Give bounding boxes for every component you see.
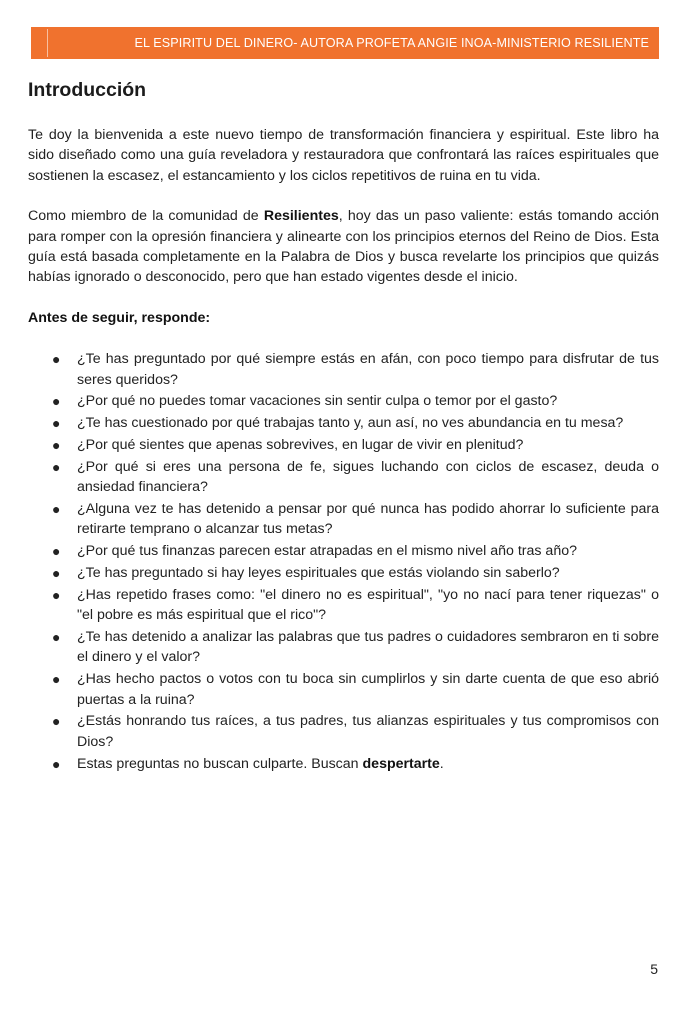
questions-list (28, 349, 659, 774)
question-text: ¿Has repetido frases como: "el dinero no es espiritual", "yo no nací para tener riquezas" o "el pobre es más espiritual que el rico"? (77, 586, 659, 624)
question-text: ¿Te has cuestionado por qué trabajas tanto y, aun así, no ves abundancia en tu mesa? (77, 415, 624, 432)
question-item (28, 391, 659, 411)
question-item (28, 541, 659, 561)
question-item (28, 627, 659, 668)
question-item (28, 499, 659, 540)
question-text: ¿Por qué no puedes tomar vacaciones sin sentir culpa o temor por el gasto? (77, 393, 558, 410)
bullet-icon: ● (52, 629, 61, 646)
question-text: ¿Por qué sientes que apenas sobrevives, en lugar de vivir en plenitud? (77, 437, 524, 454)
bullet-icon: ● (52, 671, 61, 688)
question-item (28, 435, 659, 455)
running-header-title: EL ESPIRITU DEL DINERO- AUTORA PROFETA ANGIE INOA-MINISTERIO RESILIENTE (134, 36, 649, 50)
page-body (28, 125, 659, 775)
paragraph-2-text-after: , hoy das un paso valiente: estás tomando acción para romper con la opresión financiera y alinearte con los principios eternos del Reino de Dios. Esta guía está basada completamente en la Palabra de Dios y busca revelarte los principios que quizás habías ignorado o desconocido, pero que han estado vigentes desde el inicio. (28, 208, 659, 286)
question-text: ¿Te has preguntado si hay leyes espirituales que estás violando sin saberlo? (77, 565, 560, 582)
question-item (28, 563, 659, 583)
question-item (28, 711, 659, 752)
question-text: ¿Alguna vez te has detenido a pensar por qué nunca has podido ahorrar lo suficiente para retirarte temprano o alcanzar tus metas? (77, 501, 659, 538)
question-item (28, 669, 659, 710)
intro-paragraph-2 (28, 206, 659, 288)
closing-text-after: . (439, 755, 444, 772)
page-number: 5 (650, 961, 658, 977)
question-item (28, 413, 659, 433)
bullet-icon: ● (52, 755, 61, 772)
bullet-icon: ● (52, 458, 61, 475)
question-item (28, 457, 659, 498)
intro-paragraph-1: Te doy la bienvenida a este nuevo tiempo de transformación financiera y espiritual. Este libro ha sido diseñado como una guía reveladora y restauradora que confrontará las raíces espirituales que sostienen la escasez, el estancamiento y los ciclos repetitivos de ruina en tu vida. (28, 127, 659, 184)
closing-bold-word: despertarte (362, 755, 440, 772)
bullet-icon: ● (52, 437, 61, 454)
question-text: ¿Te has preguntado por qué siempre estás en afán, con poco tiempo para disfrutar de tus seres queridos? (77, 351, 659, 388)
questions-heading: Antes de seguir, responde: (28, 309, 211, 326)
bullet-icon: ● (52, 543, 61, 560)
question-item (28, 349, 659, 390)
closing-text-before: Estas preguntas no buscan culparte. Buscan (77, 755, 363, 772)
section-title: Introducción (28, 79, 147, 101)
closing-item (28, 754, 659, 774)
bullet-icon: ● (52, 415, 61, 432)
paragraph-2-bold-term: Resilientes (263, 208, 339, 225)
header-divider (47, 29, 48, 57)
question-text: ¿Te has detenido a analizar las palabras que tus padres o cuidadores sembraron en ti sobre el dinero y el valor? (77, 629, 659, 666)
bullet-icon: ● (52, 393, 61, 410)
question-text: ¿Por qué tus finanzas parecen estar atrapadas en el mismo nivel año tras año? (77, 543, 577, 560)
question-text: ¿Has hecho pactos o votos con tu boca sin cumplirlos y sin darte cuenta de que eso abrió puertas a la ruina? (77, 671, 659, 708)
question-item (28, 585, 659, 626)
bullet-icon: ● (52, 501, 61, 518)
question-text: ¿Estás honrando tus raíces, a tus padres, tus alianzas espirituales y tus compromisos con Dios? (77, 713, 659, 750)
running-header-bar (28, 27, 659, 59)
bullet-icon: ● (52, 586, 61, 603)
question-text: ¿Por qué si eres una persona de fe, sigues luchando con ciclos de escasez, deuda o ansiedad financiera? (77, 458, 659, 496)
paragraph-2-text-before: Como miembro de la comunidad de (28, 208, 264, 225)
bullet-icon: ● (52, 565, 61, 582)
bullet-icon: ● (52, 351, 61, 368)
bullet-icon: ● (52, 713, 61, 730)
